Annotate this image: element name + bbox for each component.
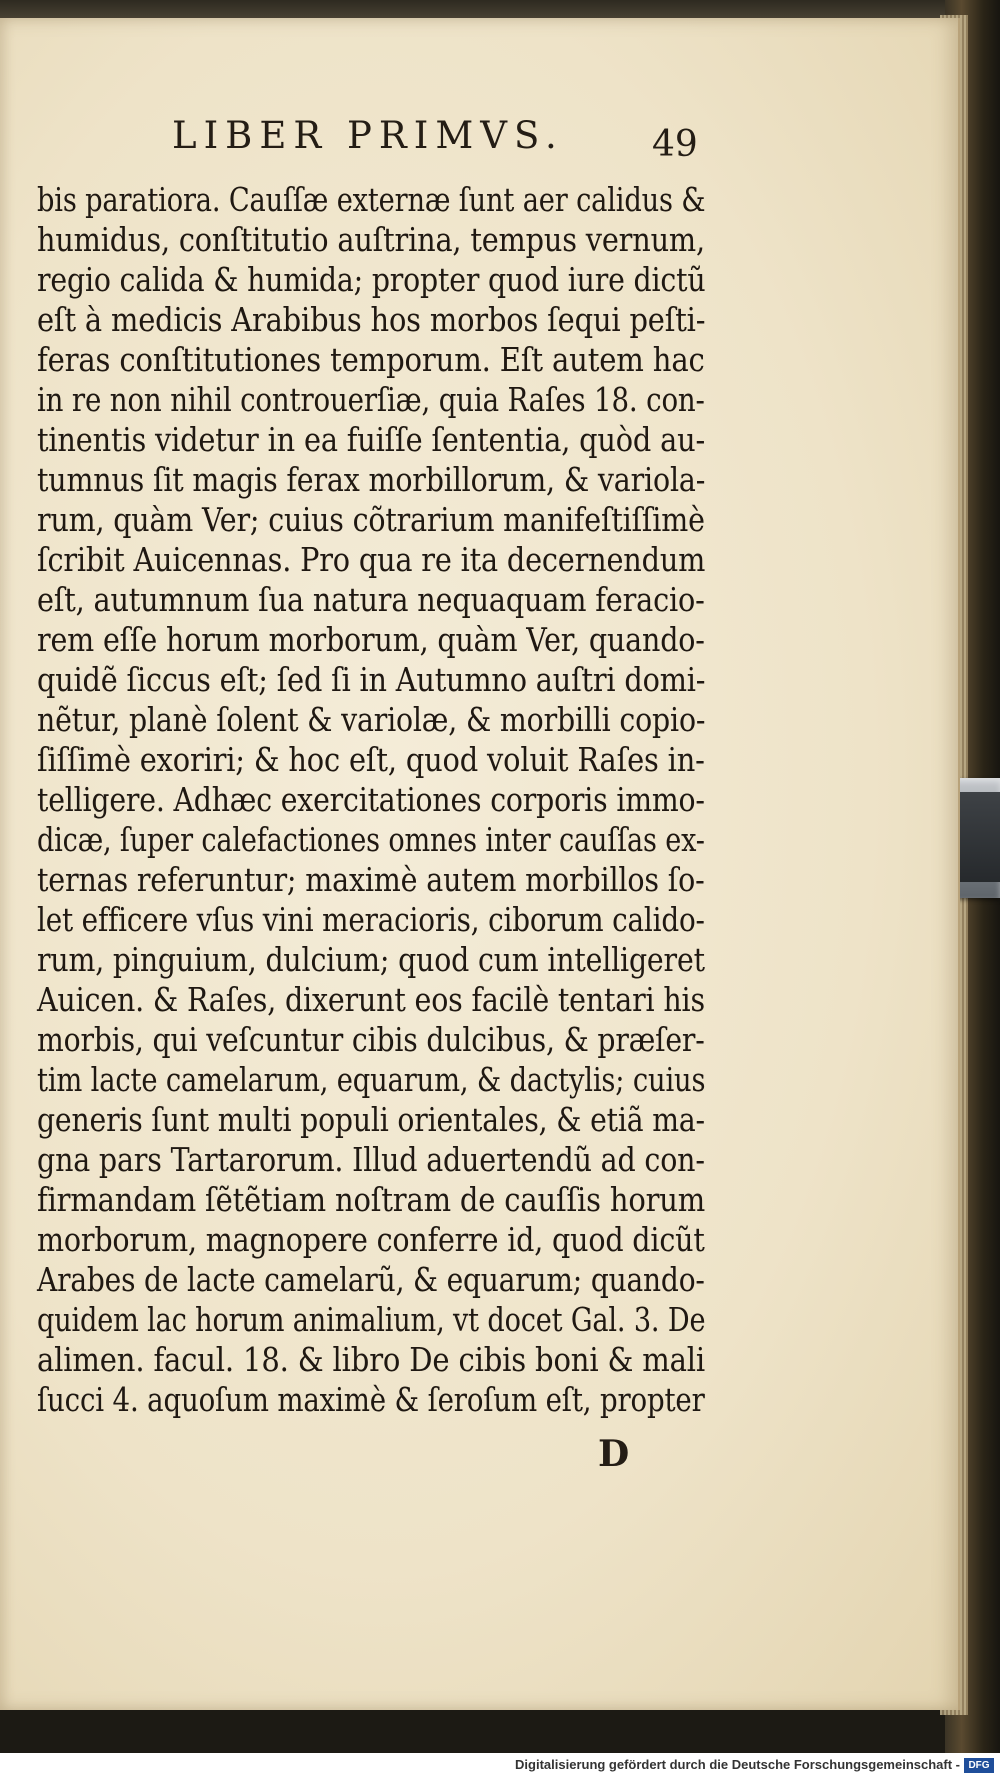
text-line: ſiſſimè exoriri; & hoc eſt, quod voluit Raſes in- [37,741,705,779]
text-line: generis ſunt multi populi orientales, & etiã ma- [37,1101,705,1139]
text-line: Arabes de lacte camelarũ, & equarum; quando- [37,1261,705,1299]
text-line: ſcribit Auicennas. Pro qua re ita decernendum [37,541,706,579]
text-line: tim lacte camelarum, equarum, & dactylis; cuius [37,1061,706,1099]
text-line: gna pars Tartarorum. Illud aduertendũ ad con- [37,1141,705,1179]
text-line: morborum, magnopere conferre id, quod dicũt [37,1221,705,1259]
text-line: humidus, conſtitutio auſtrina, tempus vernum, [37,221,705,259]
text-line: tumnus ſit magis ferax morbillorum, & variola- [37,461,706,499]
text-line: ternas referuntur; maximè autem morbillos ſo- [37,861,705,899]
text-line: feras conſtitutiones temporum. Eſt autem hac [37,341,705,379]
running-head: LIBER PRIMVS. [172,114,564,157]
text-line: rem eſſe horum morborum, quàm Ver, quando- [37,621,705,659]
text-line: alimen. facul. 18. & libro De cibis boni & mali [37,1341,706,1379]
text-line: nẽtur, planè ſolent & variolæ, & morbilli copio- [37,701,706,739]
page-number: 49 [652,124,698,165]
text-line: eſt à medicis Arabibus hos morbos ſequi peſti- [37,301,706,339]
text-line: morbis, qui veſcuntur cibis dulcibus, & præſer- [37,1021,705,1059]
text-line: quidẽ ſiccus eſt; ſed ſi in Autumno auſtri domi- [37,661,706,699]
digitization-credit: Digitalisierung gefördert durch die Deutsche Forschungsgemeinschaft - [515,1757,960,1772]
text-line: in re non nihil controuerſiæ, quia Raſes 18. con- [37,381,705,419]
text-line: dicæ, ſuper calefactiones omnes inter cauſſas ex- [37,821,705,859]
text-line: Auicen. & Raſes, dixerunt eos facilè tentari his [37,981,705,1019]
text-line: regio calida & humida; propter quod iure dictũ [37,261,706,299]
text-line: eſt, autumnum ſua natura nequaquam feracio- [37,581,705,619]
text-line: telligere. Adhæc exercitationes corporis immo- [37,781,705,819]
footer-bar [0,1753,1000,1779]
signature-mark: D [598,1433,630,1475]
text-line: firmandam ſẽtẽtiam noſtram de cauſſis horum [37,1181,706,1219]
dfg-logo: DFG [964,1758,994,1773]
text-line: ſucci 4. aquoſum maximè & ſeroſum eſt, propter [37,1381,705,1419]
text-line: rum, quàm Ver; cuius cõtrarium manifeſtiſſimè [37,501,705,539]
text-line: quidem lac horum animalium, vt docet Gal. 3. De [37,1301,706,1339]
body-text [37,180,705,1420]
text-line: tinentis videtur in ea fuiſſe ſententia, quòd au- [37,421,706,459]
text-line: rum, pinguium, dulcium; quod cum intelligeret [37,941,705,979]
text-line: let efficere vſus vini meracioris, ciborum calido- [37,901,705,939]
text-line: bis paratiora. Cauſſæ externæ ſunt aer calidus & [37,181,706,219]
